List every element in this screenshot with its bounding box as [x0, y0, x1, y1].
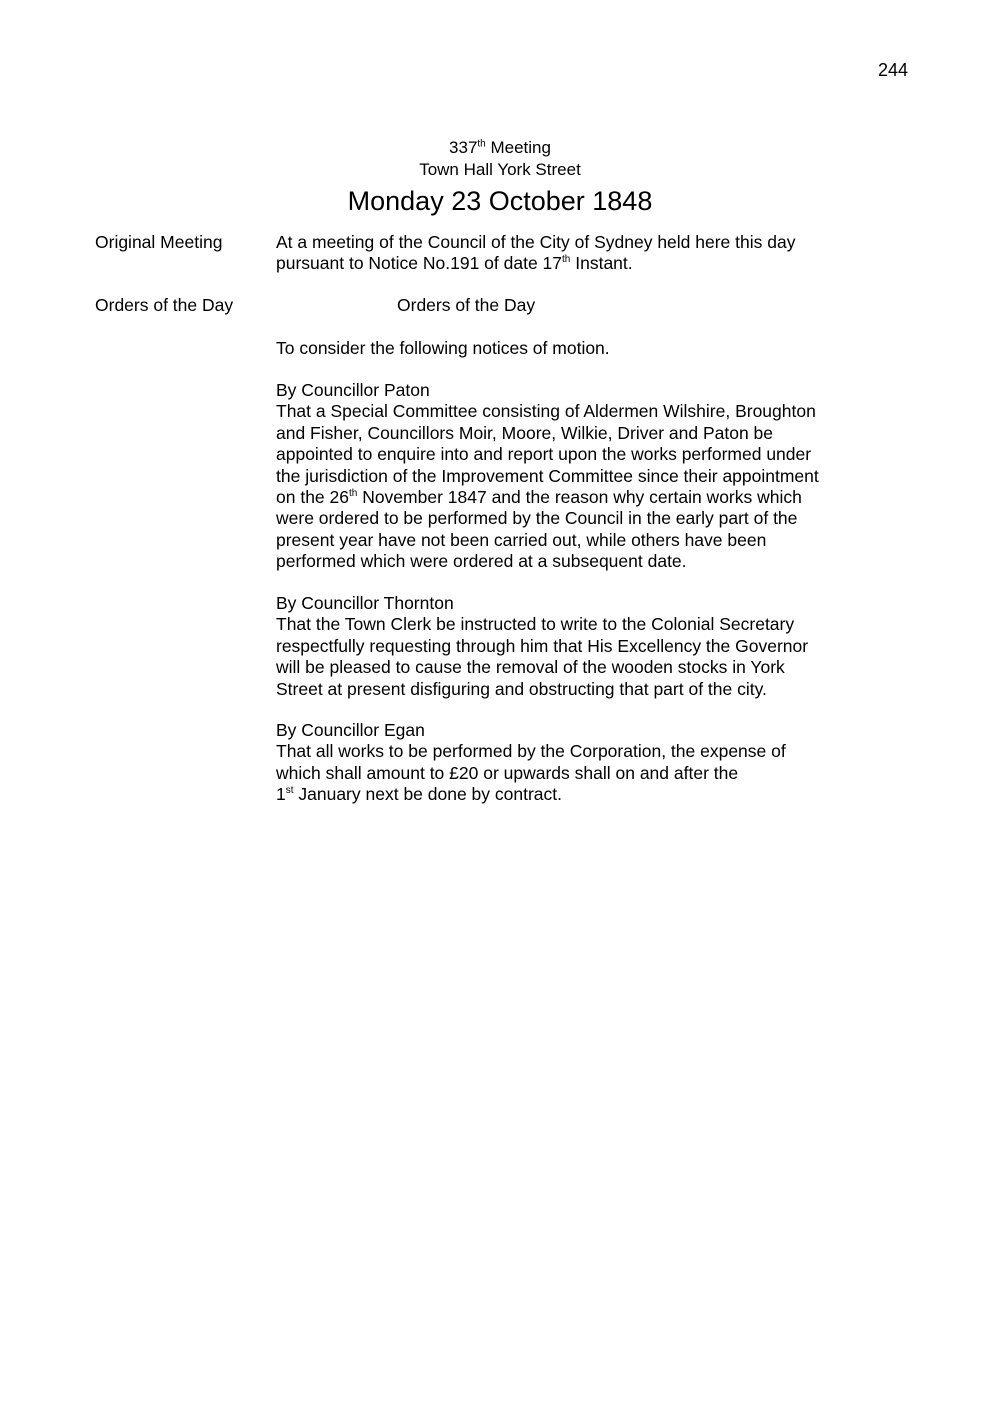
- meeting-header: [0, 137, 1000, 221]
- orders-title: Orders of the Day: [397, 295, 536, 315]
- motion-heading: By Councillor Thornton: [276, 593, 454, 613]
- motion-heading: By Councillor Paton: [276, 380, 430, 400]
- motion-heading: By Councillor Egan: [276, 720, 425, 740]
- side-heading-orders: Orders of the Day: [95, 295, 234, 315]
- meeting-location: Town Hall York Street: [419, 160, 581, 179]
- meeting-date: Monday 23 October 1848: [347, 186, 653, 216]
- original-meeting-text: At a meeting of the Council of the City of Sydney held here this day pursuant to Notice No.191 of date 17th Instant.: [276, 232, 796, 274]
- side-heading-original-meeting: Original Meeting: [95, 232, 223, 252]
- meeting-number: 337th Meeting: [449, 138, 551, 157]
- page-number: 244: [877, 60, 908, 80]
